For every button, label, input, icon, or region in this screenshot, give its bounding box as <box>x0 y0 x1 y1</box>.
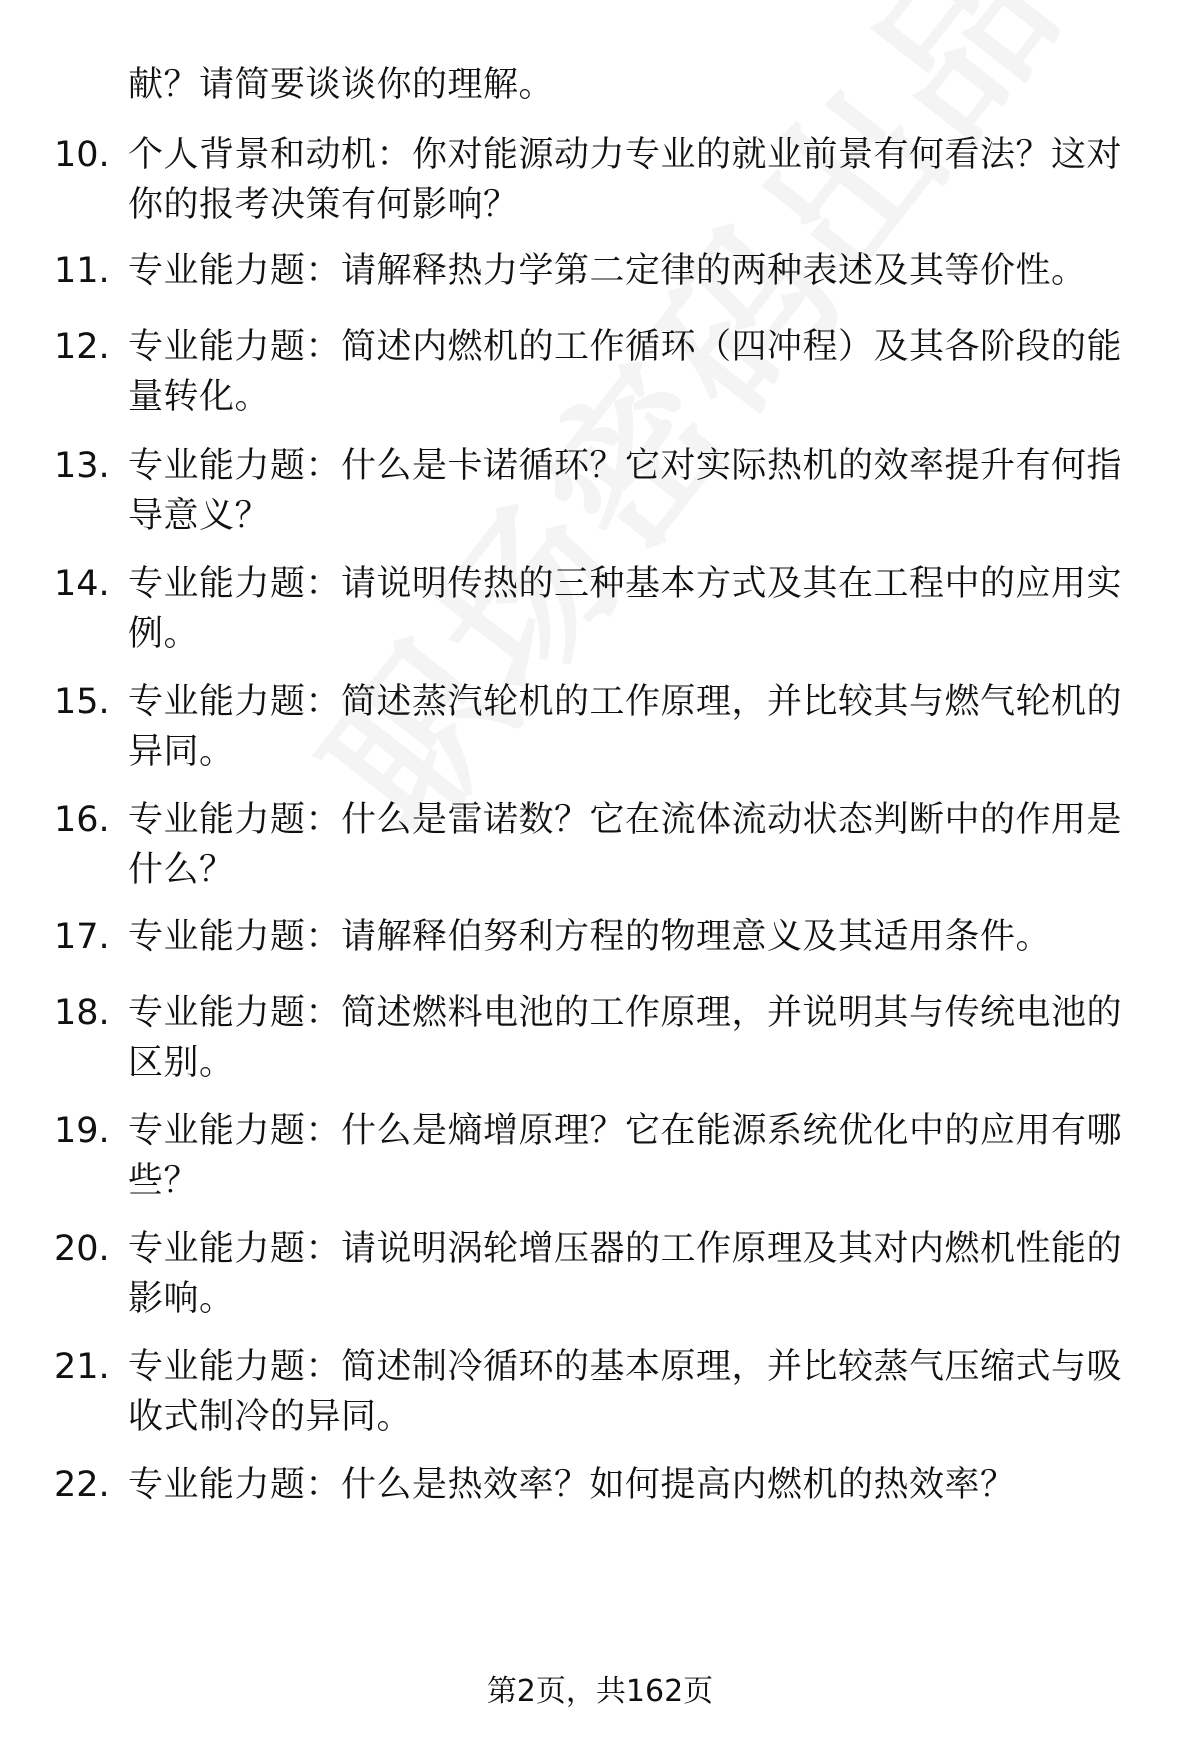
question-number: 13. <box>54 446 110 486</box>
question-number: 10. <box>54 135 110 175</box>
question-number: 14. <box>54 564 110 604</box>
question-number: 15. <box>54 682 110 722</box>
question-number: 22. <box>54 1465 110 1505</box>
page-number-footer: 第2页，共162页 <box>486 1674 714 1709</box>
question-text: 献？请简要谈谈你的理解。 <box>128 65 555 105</box>
question-number: 12. <box>54 327 110 367</box>
question-text: 专业能力题：简述蒸汽轮机的工作原理，并比较其与燃气轮机的异同。 <box>128 682 1123 772</box>
question-text: 专业能力题：请解释热力学第二定律的两种表述及其等价性。 <box>128 251 1087 291</box>
question-text: 专业能力题：什么是热效率？如何提高内燃机的热效率？ <box>128 1465 1016 1505</box>
question-text: 专业能力题：请说明传热的三种基本方式及其在工程中的应用实例。 <box>128 564 1123 654</box>
question-number: 17. <box>54 917 110 957</box>
question-text: 专业能力题：什么是雷诺数？它在流体流动状态判断中的作用是什么？ <box>128 800 1123 890</box>
question-text: 专业能力题：请解释伯努利方程的物理意义及其适用条件。 <box>128 917 1052 957</box>
question-number: 20. <box>54 1229 110 1269</box>
question-number: 19. <box>54 1111 110 1151</box>
question-text: 专业能力题：什么是熵增原理？它在能源系统优化中的应用有哪些？ <box>128 1111 1123 1201</box>
question-text: 专业能力题：请说明涡轮增压器的工作原理及其对内燃机性能的影响。 <box>128 1229 1123 1319</box>
question-text: 专业能力题：简述内燃机的工作循环（四冲程）及其各阶段的能量转化。 <box>128 327 1123 417</box>
question-number: 21. <box>54 1347 110 1387</box>
question-text: 专业能力题：简述燃料电池的工作原理，并说明其与传统电池的区别。 <box>128 993 1123 1083</box>
question-number: 18. <box>54 993 110 1033</box>
question-text: 个人背景和动机：你对能源动力专业的就业前景有何看法？这对你的报考决策有何影响？ <box>128 135 1123 225</box>
question-text: 专业能力题：简述制冷循环的基本原理，并比较蒸气压缩式与吸收式制冷的异同。 <box>128 1347 1123 1437</box>
question-number: 11. <box>54 251 110 291</box>
question-number: 16. <box>54 800 110 840</box>
question-text: 专业能力题：什么是卡诺循环？它对实际热机的效率提升有何指导意义？ <box>128 446 1123 536</box>
